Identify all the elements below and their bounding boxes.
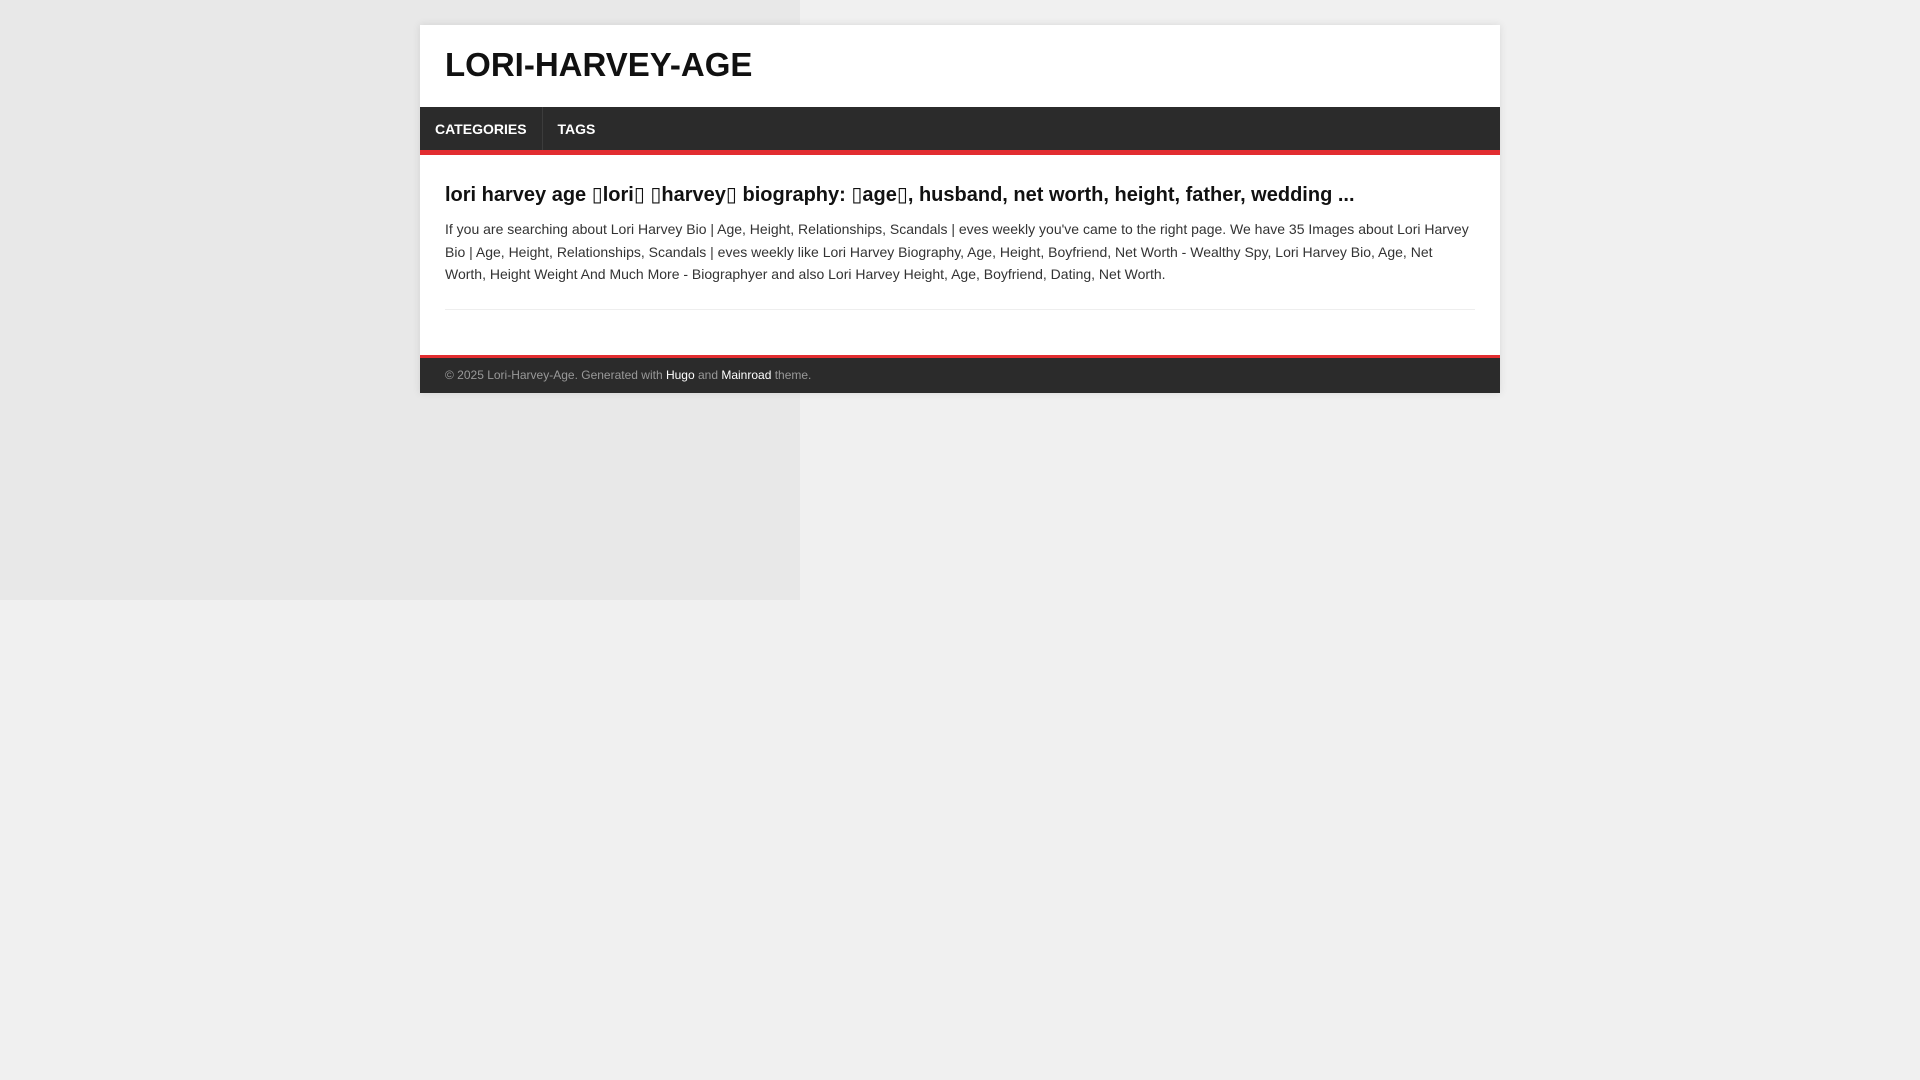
site-footer — [420, 355, 1500, 393]
post-item — [445, 182, 1475, 310]
main-content — [420, 155, 1500, 355]
page-container — [420, 25, 1500, 393]
footer-hugo-link[interactable]: Hugo — [665, 368, 695, 382]
footer-copyright: © 2025 Lori-Harvey-Age. Generated with — [445, 368, 666, 382]
post-excerpt: If you are searching about Lori Harvey Bio | Age, Height, Relationships, Scandals | eves weekly you've came to the right page. We have 35 Images about Lori Harvey Bio | Age, Height, Relationships, Scandals | eves weekly like Lori Harvey Biography, Age, Height, Boyfriend, Net Worth - Wealthy Spy, Lori Harvey Bio, Age, Net Worth, Height Weight And Much More - Biographyer and also Lori Harvey Height, Age, Boyfriend, Dating, Net Worth. — [445, 218, 1475, 310]
nav-item-tags[interactable]: TAGS — [557, 120, 596, 137]
footer-and-text: and — [694, 368, 722, 382]
footer-mainroad-link[interactable]: Mainroad — [721, 368, 772, 382]
footer-theme-text: theme. — [771, 368, 812, 382]
site-header — [420, 25, 1500, 107]
site-title-link[interactable]: LORI-HARVEY-AGE — [445, 45, 753, 83]
nav-item-categories[interactable]: CATEGORIES — [420, 107, 543, 150]
main-nav — [420, 107, 1500, 155]
post-title-link[interactable]: lori harvey age ▯lori▯ ▯harvey▯ biography: ▯age▯, husband, net worth, height, father, wedding ... — [445, 184, 1355, 206]
